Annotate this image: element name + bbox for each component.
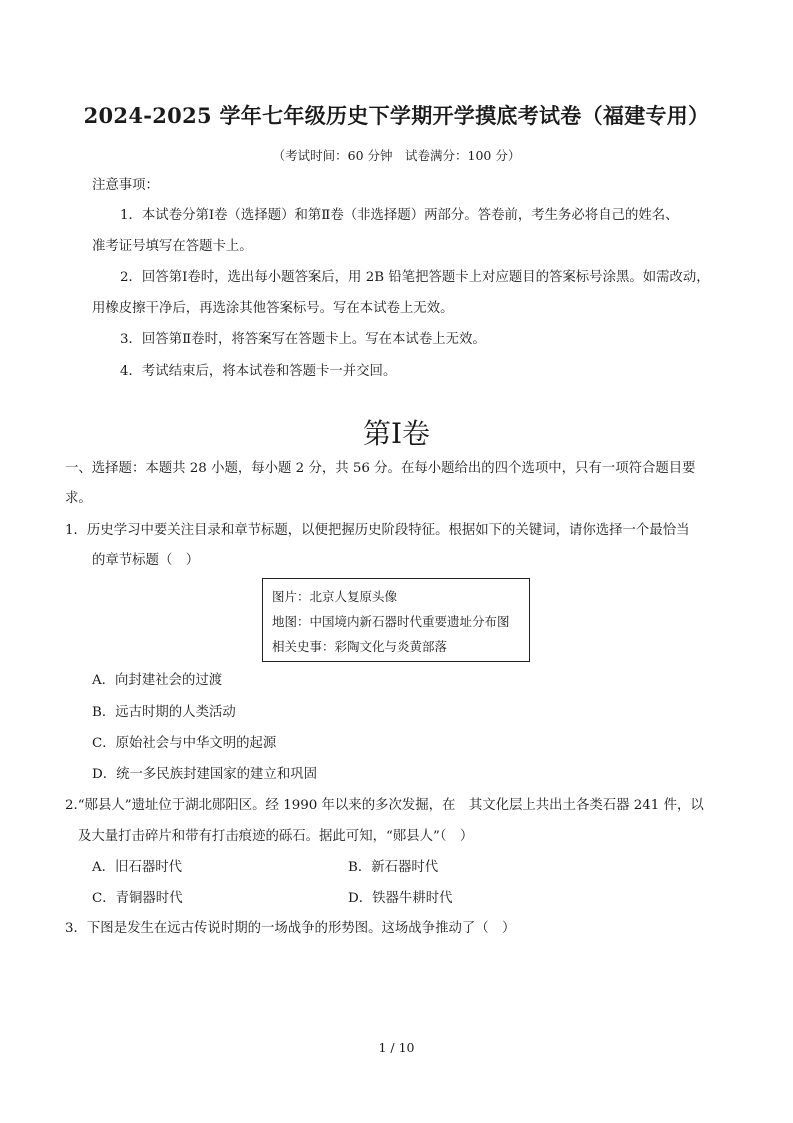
- page-number: 1 / 10: [378, 1040, 415, 1055]
- q2-option-b: B．新石器时代: [348, 860, 439, 875]
- q1-stem-line-1: 1．历史学习中要关注目录和章节标题，以便把握历史阶段特征。根据如下的关键词，请你选择一个最恰当: [65, 523, 690, 538]
- q1-keyword-box: [262, 578, 530, 662]
- note-1-line-2: 准考证号填写在答题卡上。: [92, 239, 253, 254]
- section-intro-line-2: 求。: [65, 491, 92, 506]
- q1-stem-line-2: 的章节标题（ ）: [92, 553, 200, 568]
- q2-stem-line-2: 及大量打击碎片和带有打击痕迹的砾石。据此可知，“郧县人”（ ）: [78, 829, 474, 844]
- q3-stem: 3．下图是发生在远古传说时期的一场战争的形势图。这场战争推动了（ ）: [65, 921, 516, 936]
- exam-subtitle: （考试时间：60 分钟 试卷满分：100 分）: [272, 148, 521, 163]
- q1-option-a: A．向封建社会的过渡: [92, 673, 223, 688]
- q1-option-b: B．远古时期的人类活动: [92, 705, 236, 720]
- note-3: 3．回答第Ⅱ卷时，将答案写在答题卡上。写在本试卷上无效。: [120, 332, 486, 347]
- note-2-line-2: 用橡皮擦干净后，再选涂其他答案标号。写在本试卷上无效。: [92, 301, 454, 316]
- exam-title: 2024-2025 学年七年级历史下学期开学摸底考试卷（福建专用）: [83, 103, 710, 128]
- q2-stem-line-1: 2.“郧县人”遗址位于湖北郧阳区。经 1990 年以来的多次发掘，在 其文化层上共出土各类石器 241 件，以: [65, 798, 704, 813]
- q1-box-line: 地图：中国境内新石器时代重要遗址分布图: [272, 614, 510, 629]
- q1-option-d: D．统一多民族封建国家的建立和巩固: [92, 767, 317, 782]
- q2-option-c: C．青铜器时代: [92, 891, 183, 906]
- note-1-line-1: 1．本试卷分第Ⅰ卷（选择题）和第Ⅱ卷（非选择题）两部分。答卷前，考生务必将自己的姓名、: [120, 208, 679, 223]
- q1-option-c: C．原始社会与中华文明的起源: [92, 736, 277, 751]
- q1-box-line: 相关史事：彩陶文化与炎黄部落: [272, 639, 448, 654]
- q2-option-d: D．铁器牛耕时代: [348, 891, 453, 906]
- q1-box-line: 图片：北京人复原头像: [272, 589, 398, 604]
- note-2-line-1: 2．回答第Ⅰ卷时，选出每小题答案后，用 2B 铅笔把答题卡上对应题目的答案标号涂黑。如需改动，: [120, 270, 710, 285]
- q2-option-a: A．旧石器时代: [92, 860, 183, 875]
- section-title: 第Ⅰ卷: [362, 417, 431, 450]
- notes-heading: 注意事项：: [92, 178, 159, 193]
- note-4: 4．考试结束后，将本试卷和答题卡一并交回。: [120, 364, 397, 379]
- section-intro-line-1: 一、选择题：本题共 28 小题，每小题 2 分，共 56 分。在每小题给出的四个选项中，只有一项符合题目要: [65, 461, 696, 476]
